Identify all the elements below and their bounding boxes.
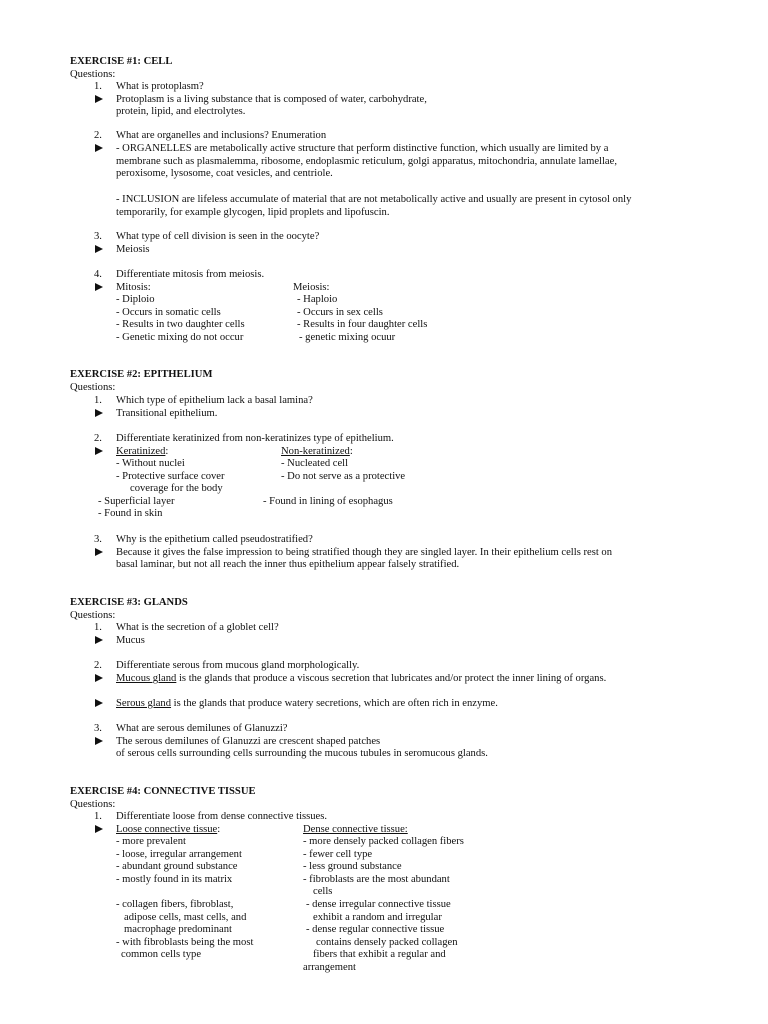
arrow-bullet-icon bbox=[95, 245, 103, 253]
answer-text: Meiosis bbox=[116, 244, 150, 255]
keratinized-item: coverage for the body bbox=[130, 483, 223, 494]
keratinized-header: Keratinized: bbox=[116, 446, 169, 457]
question-number: 3. bbox=[94, 723, 102, 734]
keratinized-item: - Superficial layer bbox=[98, 496, 175, 507]
arrow-bullet-icon bbox=[95, 825, 103, 833]
question-number: 2. bbox=[94, 660, 102, 671]
question-number: 3. bbox=[94, 231, 102, 242]
answer-text: - INCLUSION are lifeless accumulate of material that are not metabolically active and usually are present in cytosol only bbox=[116, 194, 632, 205]
nonkeratinized-header: Non-keratinized: bbox=[281, 446, 353, 457]
question-text: What is protoplasm? bbox=[116, 81, 204, 92]
meiosis-item: - Haploio bbox=[297, 294, 338, 305]
dense-header: Dense connective tissue: bbox=[303, 824, 408, 835]
answer-text: peroxisome, lysosome, coat vesicles, and centriole. bbox=[116, 168, 333, 179]
answer-text: Transitional epithelium. bbox=[116, 408, 218, 419]
loose-item: - with fibroblasts being the most bbox=[116, 937, 254, 948]
answer-text: temporarily, for example glycogen, lipid proplets and lipofuscin. bbox=[116, 207, 390, 218]
mitosis-item: - Occurs in somatic cells bbox=[116, 307, 221, 318]
question-text: What is the secretion of a globlet cell? bbox=[116, 622, 279, 633]
answer-text: membrane such as plasmalemma, ribosome, endoplasmic reticulum, golgi apparatus, mitochondria, annulate lamellae, bbox=[116, 156, 617, 167]
exercise1-heading: EXERCISE #1: CELL bbox=[70, 56, 173, 67]
answer-text: Protoplasm is a living substance that is composed of water, carbohydrate, bbox=[116, 94, 427, 105]
answer-text: Because it gives the false impression to being stratified though they are singled layer. In their epithelium cells rest on bbox=[116, 547, 613, 558]
dense-item: - fibroblasts are the most abundant bbox=[303, 874, 450, 885]
mitosis-item: - Results in two daughter cells bbox=[116, 319, 245, 330]
question-text: Which type of epithelium lack a basal lamina? bbox=[116, 395, 313, 406]
exercise2-heading: EXERCISE #2: EPITHELIUM bbox=[70, 369, 213, 380]
loose-item: macrophage predominant bbox=[124, 924, 232, 935]
nonkeratinized-item: - Do not serve as a protective bbox=[281, 471, 406, 482]
questions-label: Questions: bbox=[70, 69, 116, 80]
loose-header: Loose connective tissue: bbox=[116, 824, 221, 835]
question-number: 1. bbox=[94, 81, 102, 92]
dense-item: exhibit a random and irregular bbox=[313, 912, 442, 923]
dense-item: contains densely packed collagen bbox=[316, 937, 458, 948]
arrow-bullet-icon bbox=[95, 144, 103, 152]
question-text: Why is the epithetium called pseudostratified? bbox=[116, 534, 313, 545]
meiosis-item: - genetic mixing ocuur bbox=[299, 332, 396, 343]
questions-label: Questions: bbox=[70, 799, 116, 810]
serous-gland-term: Serous gland bbox=[116, 698, 172, 709]
meiosis-header: Meiosis: bbox=[293, 282, 330, 293]
question-number: 3. bbox=[94, 534, 102, 545]
question-text: What are serous demilunes of Glanuzzi? bbox=[116, 723, 288, 734]
question-text: What type of cell division is seen in the oocyte? bbox=[116, 231, 320, 242]
dense-item: - fewer cell type bbox=[303, 849, 373, 860]
mucous-gland-term: Mucous gland bbox=[116, 673, 177, 684]
question-number: 1. bbox=[94, 811, 102, 822]
arrow-bullet-icon bbox=[95, 409, 103, 417]
answer-text: - ORGANELLES are metabolically active structure that perform distinctive function, which usually are limited by a bbox=[116, 143, 609, 154]
question-number: 2. bbox=[94, 130, 102, 141]
question-text: Differentiate loose from dense connective tissues. bbox=[116, 811, 328, 822]
question-text: Differentiate serous from mucous gland morphologically. bbox=[116, 660, 360, 671]
loose-item: - abundant ground substance bbox=[116, 861, 238, 872]
dense-item: fibers that exhibit a regular and bbox=[313, 949, 446, 960]
arrow-bullet-icon bbox=[95, 283, 103, 291]
question-number: 1. bbox=[94, 395, 102, 406]
question-number: 2. bbox=[94, 433, 102, 444]
loose-item: - more prevalent bbox=[116, 836, 187, 847]
meiosis-item: - Results in four daughter cells bbox=[297, 319, 428, 330]
mitosis-header: Mitosis: bbox=[116, 282, 151, 293]
keratinized-item: - Without nuclei bbox=[116, 458, 185, 469]
questions-label: Questions: bbox=[70, 382, 116, 393]
nonkeratinized-item: - Nucleated cell bbox=[281, 458, 349, 469]
answer-text: basal laminar, but not all reach the inner thus epithelium appear falsely stratified. bbox=[116, 559, 460, 570]
mitosis-item: - Genetic mixing do not occur bbox=[116, 332, 244, 343]
dense-item: cells bbox=[313, 886, 333, 897]
question-text: Differentiate keratinized from non-keratinizes type of epithelium. bbox=[116, 433, 394, 444]
mitosis-item: - Diploio bbox=[116, 294, 155, 305]
loose-item: - loose, irregular arrangement bbox=[116, 849, 242, 860]
loose-item: - collagen fibers, fibroblast, bbox=[116, 899, 234, 910]
dense-item: - less ground substance bbox=[303, 861, 402, 872]
loose-item: - mostly found in its matrix bbox=[116, 874, 233, 885]
arrow-bullet-icon bbox=[95, 737, 103, 745]
arrow-bullet-icon bbox=[95, 548, 103, 556]
arrow-bullet-icon bbox=[95, 636, 103, 644]
keratinized-item: - Protective surface cover bbox=[116, 471, 225, 482]
dense-item: arrangement bbox=[303, 962, 356, 973]
dense-item: - dense regular connective tissue bbox=[306, 924, 445, 935]
question-text: Differentiate mitosis from meiosis. bbox=[116, 269, 265, 280]
arrow-bullet-icon bbox=[95, 447, 103, 455]
question-number: 1. bbox=[94, 622, 102, 633]
answer-text: of serous cells surrounding cells surrounding the mucous tubules in seromucous glands. bbox=[116, 748, 488, 759]
question-text: What are organelles and inclusions? Enumeration bbox=[116, 130, 327, 141]
answer-text: protein, lipid, and electrolytes. bbox=[116, 106, 246, 117]
answer-text: The serous demilunes of Glanuzzi are crescent shaped patches bbox=[116, 736, 381, 747]
exercise3-heading: EXERCISE #3: GLANDS bbox=[70, 597, 188, 608]
keratinized-item: - Found in skin bbox=[98, 508, 163, 519]
dense-item: - dense irregular connective tissue bbox=[306, 899, 451, 910]
dense-item: - more densely packed collagen fibers bbox=[303, 836, 464, 847]
loose-item: common cells type bbox=[121, 949, 202, 960]
nonkeratinized-item: - Found in lining of esophagus bbox=[263, 496, 393, 507]
answer-text: Mucus bbox=[116, 635, 145, 646]
arrow-bullet-icon bbox=[95, 95, 103, 103]
answer-text: Serous gland is the glands that produce watery secretions, which are often rich in enzyme. bbox=[116, 698, 498, 709]
questions-label: Questions: bbox=[70, 610, 116, 621]
arrow-bullet-icon bbox=[95, 674, 103, 682]
meiosis-item: - Occurs in sex cells bbox=[297, 307, 383, 318]
answer-text: Mucous gland is the glands that produce a viscous secretion that lubricates and/or protect the inner lining of organs. bbox=[116, 673, 607, 684]
question-number: 4. bbox=[94, 269, 102, 280]
exercise4-heading: EXERCISE #4: CONNECTIVE TISSUE bbox=[70, 786, 256, 797]
arrow-bullet-icon bbox=[95, 699, 103, 707]
loose-item: adipose cells, mast cells, and bbox=[124, 912, 247, 923]
